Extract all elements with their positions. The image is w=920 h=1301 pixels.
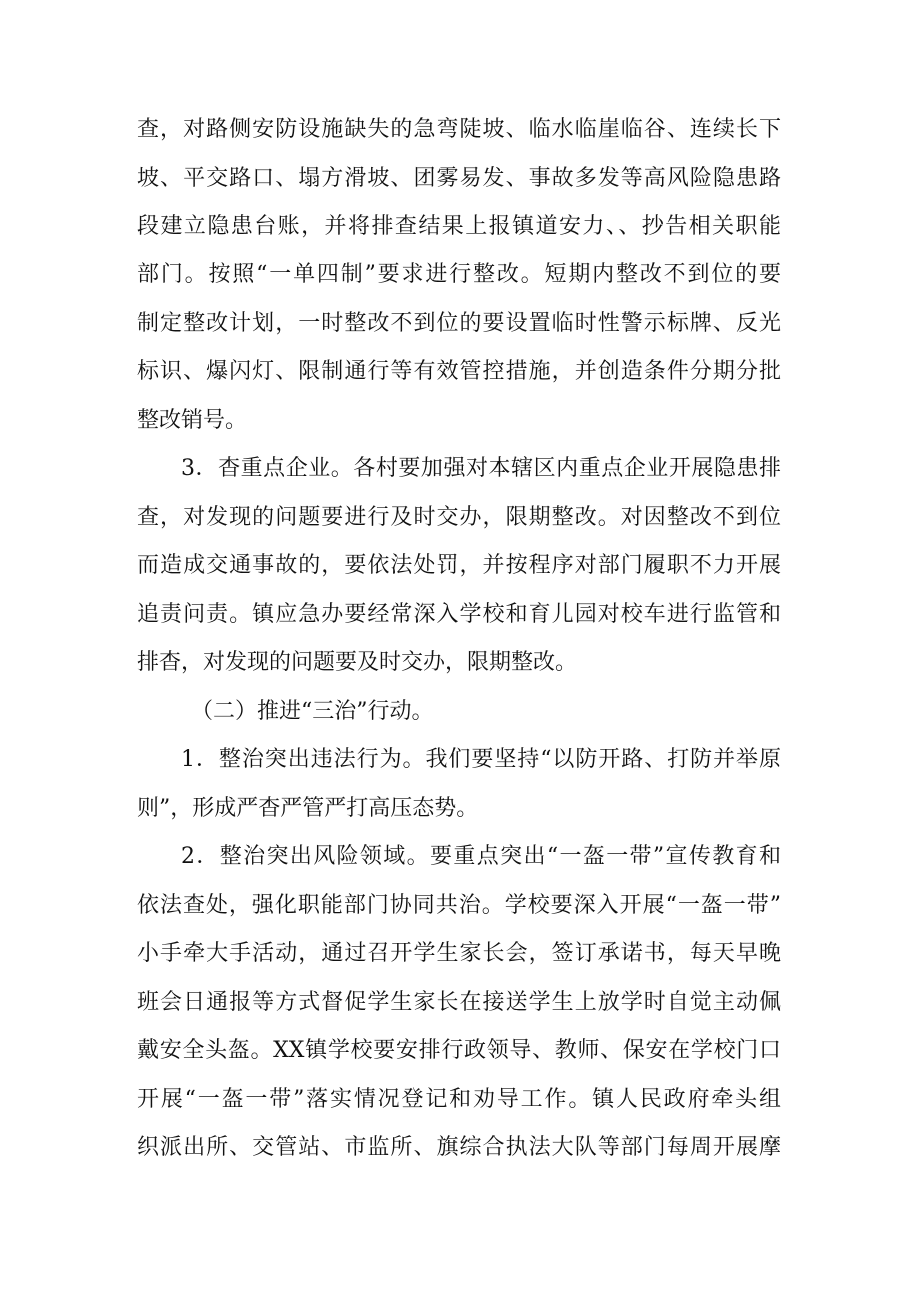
- paragraph-heading: 3．杳重点企业。各村要加强对本辖区内重点企业开展隐患排: [181, 456, 781, 481]
- text-line: 追责问责。镇应急办要经常深入学校和育儿园对校车进行监管和: [137, 602, 781, 627]
- text-line: 织派出所、交管站、市监所、旗综合执法大队等部门每周开展摩: [137, 1135, 781, 1160]
- text-line: 部门。按照“一单四制”要求进行整改。短期内整改不到位的要: [137, 262, 781, 287]
- text-line: 排杳，对发现的问题要及时交办，限期整改。: [137, 650, 578, 675]
- text-line: 标识、爆闪灯、限制通行等有效管控措施，并创造条件分期分批: [137, 359, 781, 384]
- section-heading: （二）推进“三治”行动。: [191, 699, 434, 724]
- text-line: 而造成交通事故的，要依法处罚，并按程序对部门履职不力开展: [137, 553, 781, 578]
- text-line: 坡、平交路口、塌方滑坡、团雾易发、事故多发等高风险隐患路: [137, 166, 781, 191]
- paragraph-heading: 1．整治突出违法行为。我们要坚持“以防开路、打防并举原: [181, 747, 781, 772]
- text-line: 段建立隐患台账，并将排查结果上报镇道安力、、抄告相关职能: [137, 214, 781, 239]
- text-line: 整改销号。: [137, 408, 248, 433]
- text-line: 制定整改计划，一时整改不到位的要设置临时性警示标牌、反光: [137, 311, 781, 336]
- text-line: 戴安全头盔。XX镇学校要安排行政领导、教师、保安在学校门口: [137, 1038, 781, 1063]
- text-line: 则”，形成严杳严管严打高压态势。: [137, 796, 479, 821]
- text-line: 开展“一盔一带”落实情况登记和劝导工作。镇人民政府牵头组: [137, 1087, 781, 1112]
- text-line: 查，对路侧安防设施缺失的急弯陡坡、临水临崖临谷、连续长下: [137, 117, 781, 142]
- paragraph-heading: 2．整治突出风险领域。要重点突出“一盔一带”宣传教育和: [181, 844, 781, 869]
- text-line: 班会日通报等方式督促学生家长在接送学生上放学时自觉主动佩: [137, 990, 781, 1015]
- text-line: 查，对发现的问题要进行及时交办，限期整改。对因整改不到位: [137, 505, 781, 530]
- text-line: 小手牵大手活动，通过召开学生家长会，签订承诺书，每天早晚: [137, 941, 781, 966]
- text-line: 依法查处，强化职能部门协同共治。学校要深入开展“一盔一带”: [137, 893, 781, 918]
